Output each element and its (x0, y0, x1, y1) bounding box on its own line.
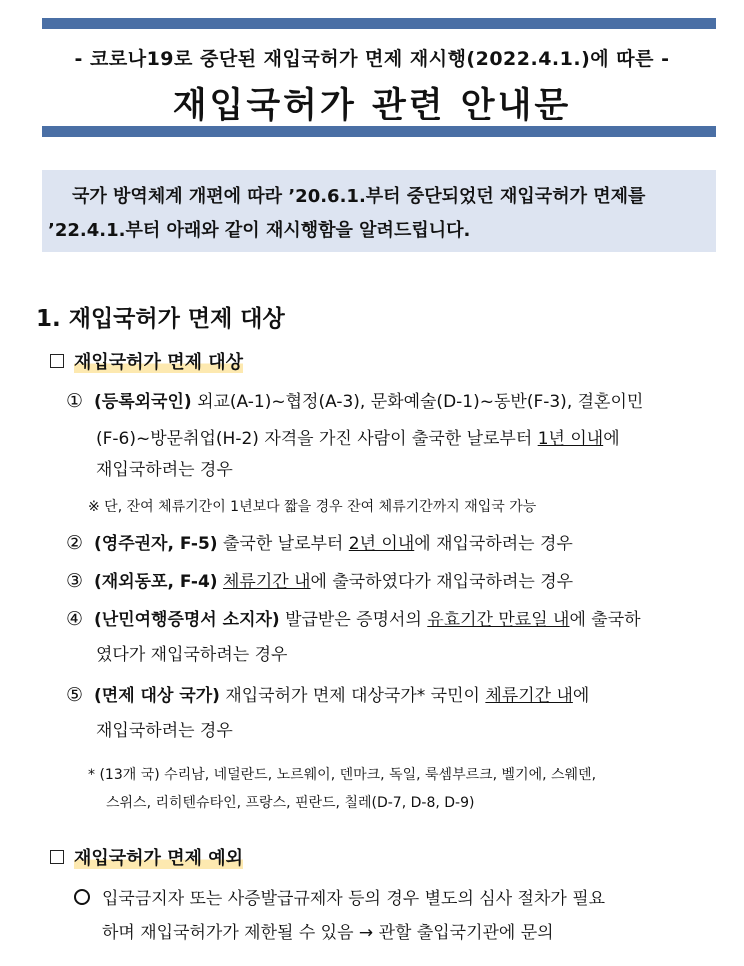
circle-bullet-icon (74, 889, 90, 905)
document-title: 재입국허가 관련 안내문 (172, 86, 572, 126)
section-heading: 1. 재입국허가 면제 대상 (36, 306, 285, 332)
item-text: 에 (603, 429, 620, 449)
item-text: 에 출국하였다가 재입국하려는 경우 (310, 572, 574, 592)
item-label: (등록외국인) (94, 392, 192, 412)
item-number: ③ (66, 570, 84, 592)
item-5-note-line-2: 스위스, 리히텐슈타인, 프랑스, 핀란드, 칠레(D-7, D-8, D-9) (106, 795, 475, 811)
list-item-2 (66, 528, 573, 559)
item-number: ② (66, 532, 84, 554)
subhead-label: 재입국허가 면제 예외 (74, 848, 244, 869)
notice-line-1: 국가 방역체계 개편에 따라 ’20.6.1.부터 중단되었던 재입국허가 면제를 (72, 186, 646, 207)
list-item-1-line-3: 재입국하려는 경우 (96, 460, 233, 480)
exception-line-2: 하며 재입국허가가 제한될 수 있음 → 관할 출입국기관에 문의 (102, 923, 554, 943)
underlined-text: 1년 이내 (537, 429, 604, 449)
notice-line-2: ’22.4.1.부터 아래와 같이 재시행함을 알려드립니다. (48, 220, 471, 241)
bottom-rule (42, 126, 716, 137)
top-rule (42, 18, 716, 29)
item-label: (난민여행증명서 소지자) (94, 610, 280, 630)
item-text: 외교(A-1)~협정(A-3), 문화예술(D-1)~동반(F-3), 결혼이민 (197, 392, 644, 412)
list-item-4 (66, 604, 641, 635)
notice-box (42, 170, 716, 252)
list-item-1 (66, 386, 643, 417)
item-text: 에 재입국하려는 경우 (414, 534, 573, 554)
list-item-5 (66, 680, 589, 711)
item-label: (재외동포, F-4) (94, 572, 218, 592)
underlined-text: 체류기간 내 (222, 572, 311, 592)
subhead-label: 재입국허가 면제 대상 (74, 352, 244, 373)
underlined-text: 체류기간 내 (485, 686, 573, 706)
item-5-note-line-1: * (13개 국) 수리남, 네덜란드, 노르웨이, 덴마크, 독일, 룩셈부르크, 벨기에, 스웨덴, (88, 767, 597, 783)
exception-line-1: 입국금지자 또는 사증발급규제자 등의 경우 별도의 심사 절차가 필요 (102, 889, 606, 909)
item-text: 발급받은 증명서의 (279, 610, 428, 630)
item-label: (영주권자, F-5) (94, 534, 218, 554)
underlined-text: 2년 이내 (348, 534, 415, 554)
item-text: (F-6)~방문취업(H-2) 자격을 가진 사람이 출국한 날로부터 (96, 429, 538, 449)
list-item-4-line-2: 였다가 재입국하려는 경우 (96, 645, 288, 665)
subhead-exemption-targets (50, 348, 243, 374)
item-number: ④ (66, 608, 84, 630)
item-text: 재입국허가 면제 대상국가* 국민이 (219, 686, 486, 706)
checkbox-square-icon (50, 354, 64, 368)
item-number: ① (66, 390, 84, 412)
item-number: ⑤ (66, 684, 84, 706)
list-item-5-line-2: 재입국하려는 경우 (96, 721, 233, 741)
item-label: (면제 대상 국가) (94, 686, 220, 706)
list-item-3 (66, 566, 573, 597)
underlined-text: 유효기간 만료일 내 (427, 610, 570, 630)
item-1-note: ※ 단, 잔여 체류기간이 1년보다 짧을 경우 잔여 체류기간까지 재입국 가능 (88, 499, 537, 515)
exception-item (74, 884, 605, 914)
checkbox-square-icon (50, 850, 64, 864)
document-subtitle: - 코로나19로 중단된 재입국허가 면제 재시행(2022.4.1.)에 따른 - (74, 48, 670, 70)
subhead-exemption-exceptions (50, 844, 243, 870)
item-text: 출국한 날로부터 (217, 534, 349, 554)
list-item-1-line-2 (96, 424, 620, 449)
item-text: 에 출국하 (569, 610, 641, 630)
item-text: 에 (572, 686, 590, 706)
